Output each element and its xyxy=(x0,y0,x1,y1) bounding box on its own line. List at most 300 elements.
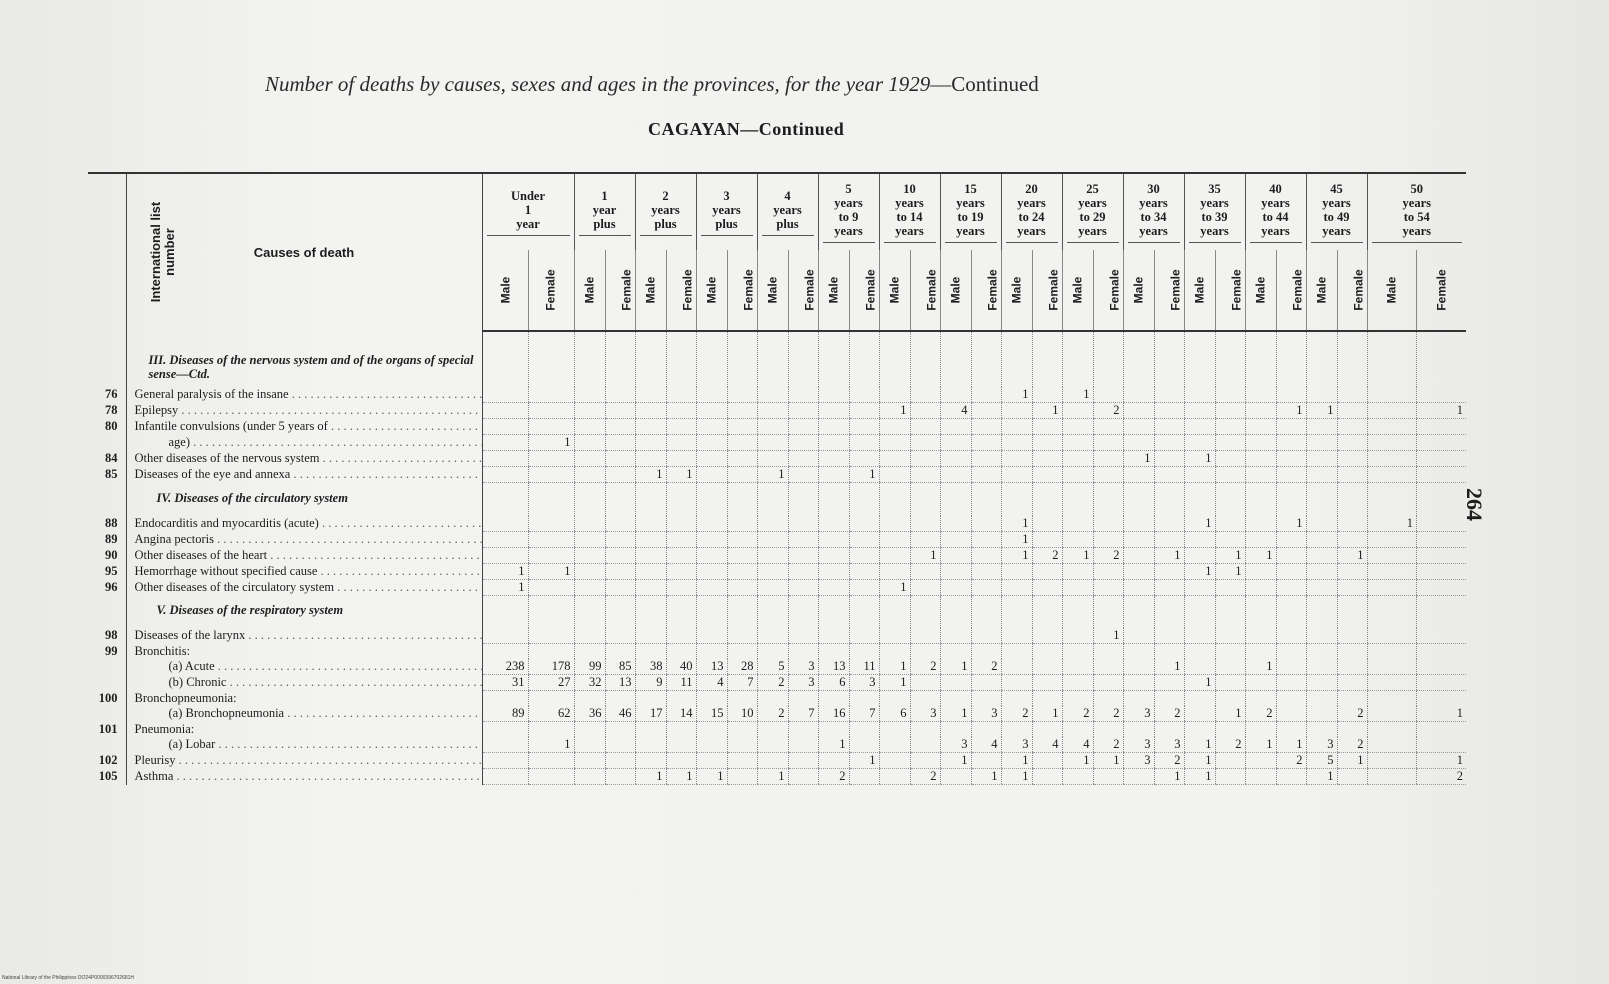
table-cell xyxy=(879,387,910,403)
table-cell xyxy=(1093,595,1123,628)
table-cell xyxy=(849,419,879,435)
table-cell xyxy=(1215,331,1245,387)
table-cell xyxy=(971,435,1001,451)
table-cell xyxy=(482,628,528,644)
header-age-line: plus xyxy=(776,216,799,231)
header-male xyxy=(635,250,666,331)
table-cell xyxy=(1337,419,1367,435)
table-cell: 2 xyxy=(1001,706,1032,722)
header-age-line: to 44 xyxy=(1262,209,1289,224)
table-cell xyxy=(1276,691,1306,707)
table-cell xyxy=(818,516,849,532)
table-cell xyxy=(1417,419,1467,435)
table-cell xyxy=(1062,435,1093,451)
table-cell xyxy=(879,753,910,769)
table-cell xyxy=(482,691,528,707)
table-cell xyxy=(757,722,788,738)
table-cell xyxy=(1184,547,1215,563)
table-cell xyxy=(1093,579,1123,595)
table-cell xyxy=(818,403,849,419)
table-cell xyxy=(1184,387,1215,403)
table-cell: 1 xyxy=(1184,516,1215,532)
table-cell: 4 xyxy=(696,675,727,691)
table-cell xyxy=(605,563,635,579)
table-cell xyxy=(1001,659,1032,675)
table-cell: 1 xyxy=(1184,769,1215,785)
header-male xyxy=(1306,250,1337,331)
header-female-label: Female xyxy=(1290,269,1305,311)
header-age-line: to 29 xyxy=(1079,209,1106,224)
table-cell xyxy=(1337,435,1367,451)
table-cell xyxy=(788,628,818,644)
table-cell xyxy=(1184,435,1215,451)
table-cell xyxy=(727,753,757,769)
table-cell xyxy=(1337,331,1367,387)
table-cell xyxy=(1184,644,1215,660)
table-cell: 1 xyxy=(1184,563,1215,579)
header-female xyxy=(1154,250,1184,331)
table-cell xyxy=(849,722,879,738)
table-cell xyxy=(818,563,849,579)
table-cell: 1 xyxy=(879,675,910,691)
table-cell: 1 xyxy=(1417,706,1467,722)
table-cell xyxy=(635,451,666,467)
table-cell xyxy=(879,722,910,738)
table-cell xyxy=(849,628,879,644)
table-cell xyxy=(971,403,1001,419)
table-cell: 40 xyxy=(666,659,696,675)
header-age-line: year xyxy=(592,202,617,217)
table-cell xyxy=(635,737,666,753)
table-cell xyxy=(818,644,849,660)
table-cell xyxy=(635,691,666,707)
table-cell xyxy=(849,737,879,753)
table-cell xyxy=(971,419,1001,435)
table-cell xyxy=(910,331,940,387)
table-cell xyxy=(1032,467,1062,483)
header-age-line: 15 xyxy=(964,181,977,196)
table-cell xyxy=(1417,331,1467,387)
table-cell xyxy=(1306,691,1337,707)
table-cell: 1 xyxy=(1367,516,1416,532)
table-cell xyxy=(879,691,910,707)
table-cell xyxy=(788,516,818,532)
table-cell xyxy=(1367,722,1416,738)
table-cell xyxy=(666,722,696,738)
table-cell xyxy=(1276,579,1306,595)
table-cell xyxy=(605,737,635,753)
table-cell xyxy=(940,531,971,547)
header-male-label: Male xyxy=(1253,276,1268,304)
table-cell: 1 xyxy=(1184,451,1215,467)
table-cell xyxy=(696,483,727,516)
table-cell xyxy=(574,531,605,547)
table-cell: 2 xyxy=(1417,769,1467,785)
table-cell: 3 xyxy=(788,675,818,691)
table-cell xyxy=(696,753,727,769)
table-cell xyxy=(1215,644,1245,660)
header-male xyxy=(574,250,605,331)
table-cell xyxy=(1245,516,1276,532)
table-cell xyxy=(1306,563,1337,579)
header-age-line: years xyxy=(956,223,985,238)
header-age-line: Under xyxy=(510,188,546,203)
header-male xyxy=(696,250,727,331)
table-cell xyxy=(940,579,971,595)
table-cell xyxy=(1417,387,1467,403)
header-age-line: years xyxy=(773,202,802,217)
cause-cell xyxy=(126,419,482,435)
table-cell: 2 xyxy=(971,659,1001,675)
table-cell xyxy=(849,579,879,595)
table-cell xyxy=(727,435,757,451)
table-cell xyxy=(879,451,910,467)
table-cell xyxy=(1062,644,1093,660)
intl-number-cell: 96 xyxy=(88,579,126,595)
table-cell xyxy=(1062,595,1093,628)
header-age-line: 25 xyxy=(1086,181,1099,196)
header-age-line: to 34 xyxy=(1140,209,1167,224)
table-cell: 1 xyxy=(849,467,879,483)
table-cell: 3 xyxy=(788,659,818,675)
table-cell xyxy=(910,403,940,419)
section-heading: V. Diseases of the respiratory system xyxy=(126,595,482,628)
table-cell xyxy=(605,722,635,738)
table-cell xyxy=(1245,753,1276,769)
table-cell xyxy=(1306,579,1337,595)
table-cell xyxy=(1337,659,1367,675)
table-cell xyxy=(528,595,574,628)
table-cell: 3 xyxy=(1123,706,1154,722)
table-cell xyxy=(1337,628,1367,644)
table-cell: 5 xyxy=(1306,753,1337,769)
table-cell xyxy=(1062,483,1093,516)
header-female xyxy=(910,250,940,331)
table-cell: 1 xyxy=(1001,531,1032,547)
table-cell xyxy=(879,769,910,785)
table-cell xyxy=(940,331,971,387)
table-cell xyxy=(1001,675,1032,691)
table-cell: 6 xyxy=(879,706,910,722)
table-cell xyxy=(482,419,528,435)
table-cell xyxy=(1367,753,1416,769)
cause-label: Asthma . . . xyxy=(135,769,483,783)
table-cell xyxy=(605,419,635,435)
table-cell: 1 xyxy=(1276,737,1306,753)
table-row xyxy=(88,691,1466,707)
intl-number-cell xyxy=(88,675,126,691)
table-cell xyxy=(696,722,727,738)
table-cell: 31 xyxy=(482,675,528,691)
table-cell xyxy=(940,722,971,738)
table-cell xyxy=(605,483,635,516)
table-cell xyxy=(696,547,727,563)
table-cell xyxy=(940,435,971,451)
table-cell xyxy=(1215,691,1245,707)
table-cell xyxy=(727,737,757,753)
table-cell xyxy=(940,691,971,707)
header-male-label: Male xyxy=(582,276,597,304)
table-cell xyxy=(971,547,1001,563)
table-cell xyxy=(1001,579,1032,595)
table-cell xyxy=(879,419,910,435)
table-cell xyxy=(1215,531,1245,547)
table-cell: 1 xyxy=(696,769,727,785)
table-cell xyxy=(1337,403,1367,419)
table-cell xyxy=(910,753,940,769)
table-cell: 1 xyxy=(1062,547,1093,563)
table-cell xyxy=(1093,483,1123,516)
header-age-line: 50 xyxy=(1410,181,1423,196)
header-age-line: plus xyxy=(654,216,677,231)
table-cell xyxy=(849,563,879,579)
cause-label: Endocarditis and myocarditis (acute) . . . xyxy=(135,516,483,530)
table-cell xyxy=(1184,331,1215,387)
table-cell xyxy=(1367,563,1416,579)
table-cell xyxy=(1367,595,1416,628)
table-cell xyxy=(727,769,757,785)
intl-number-cell xyxy=(88,483,126,516)
table-cell xyxy=(528,753,574,769)
intl-number-cell: 101 xyxy=(88,722,126,738)
table-cell xyxy=(910,644,940,660)
table-cell xyxy=(574,644,605,660)
table-cell xyxy=(1184,483,1215,516)
table-cell xyxy=(1306,722,1337,738)
table-cell: 1 xyxy=(1417,403,1467,419)
table-cell xyxy=(1093,419,1123,435)
table-cell xyxy=(1062,769,1093,785)
table-cell xyxy=(971,691,1001,707)
table-cell xyxy=(1123,531,1154,547)
table-cell: 2 xyxy=(910,659,940,675)
table-cell xyxy=(574,628,605,644)
header-male xyxy=(879,250,910,331)
table-cell xyxy=(1154,691,1184,707)
table-cell xyxy=(1276,451,1306,467)
table-cell xyxy=(879,331,910,387)
table-cell xyxy=(666,547,696,563)
table-cell: 10 xyxy=(727,706,757,722)
cause-cell xyxy=(126,467,482,483)
table-cell xyxy=(971,563,1001,579)
table-cell xyxy=(1154,675,1184,691)
header-age-line: years xyxy=(1078,195,1107,210)
table-cell xyxy=(1367,691,1416,707)
table-cell xyxy=(1123,483,1154,516)
header-female-label: Female xyxy=(619,269,634,311)
table-cell xyxy=(528,387,574,403)
table-cell xyxy=(1032,331,1062,387)
table-cell xyxy=(1001,595,1032,628)
table-cell xyxy=(1093,644,1123,660)
table-cell xyxy=(1215,387,1245,403)
table-cell xyxy=(528,547,574,563)
table-cell: 9 xyxy=(635,675,666,691)
table-cell xyxy=(788,722,818,738)
table-cell xyxy=(1032,691,1062,707)
table-cell xyxy=(971,516,1001,532)
table-cell: 178 xyxy=(528,659,574,675)
table-cell xyxy=(1417,595,1467,628)
table-cell: 89 xyxy=(482,706,528,722)
table-row xyxy=(88,722,1466,738)
table-cell: 11 xyxy=(849,659,879,675)
cause-cell xyxy=(126,737,482,753)
table-cell xyxy=(910,628,940,644)
table-cell xyxy=(818,387,849,403)
header-intl-list-number xyxy=(88,173,177,331)
header-female-label: Female xyxy=(680,269,695,311)
header-female xyxy=(1276,250,1306,331)
table-cell: 13 xyxy=(605,675,635,691)
table-cell: 3 xyxy=(1123,737,1154,753)
table-cell xyxy=(971,387,1001,403)
table-cell xyxy=(1276,659,1306,675)
table-cell xyxy=(757,547,788,563)
header-age-line: 4 xyxy=(784,188,791,203)
table-cell xyxy=(879,547,910,563)
cause-cell xyxy=(126,769,482,785)
table-cell xyxy=(1367,769,1416,785)
table-cell xyxy=(849,531,879,547)
table-cell xyxy=(635,516,666,532)
header-female-label: Female xyxy=(1046,269,1061,311)
table-cell xyxy=(696,419,727,435)
table-cell xyxy=(818,435,849,451)
header-female xyxy=(528,250,574,331)
table-cell xyxy=(1276,483,1306,516)
table-row xyxy=(88,451,1466,467)
table-cell: 1 xyxy=(1062,387,1093,403)
table-cell: 1 xyxy=(1306,403,1337,419)
header-male-label: Male xyxy=(1131,276,1146,304)
cause-cell xyxy=(126,531,482,547)
table-cell xyxy=(482,467,528,483)
table-cell: 2 xyxy=(818,769,849,785)
header-female xyxy=(727,250,757,331)
table-cell xyxy=(788,419,818,435)
table-cell xyxy=(1001,331,1032,387)
table-cell: 1 xyxy=(666,467,696,483)
table-cell: 7 xyxy=(788,706,818,722)
table-cell xyxy=(482,644,528,660)
table-cell xyxy=(1276,435,1306,451)
header-female-label: Female xyxy=(1168,269,1183,311)
header-causes-of-death: Causes of death xyxy=(126,173,482,331)
table-cell xyxy=(818,595,849,628)
table-cell xyxy=(1062,675,1093,691)
header-age-line: years xyxy=(1139,195,1168,210)
table-cell xyxy=(879,483,910,516)
table-cell xyxy=(1154,579,1184,595)
table-cell xyxy=(528,467,574,483)
table-cell xyxy=(696,451,727,467)
table-cell xyxy=(788,467,818,483)
table-cell xyxy=(574,579,605,595)
table-cell xyxy=(666,435,696,451)
table-cell xyxy=(1215,579,1245,595)
table-cell xyxy=(1062,331,1093,387)
table-cell xyxy=(879,737,910,753)
table-cell xyxy=(528,483,574,516)
section-heading: IV. Diseases of the circulatory system xyxy=(126,483,482,516)
intl-number-cell: 102 xyxy=(88,753,126,769)
table-cell xyxy=(971,531,1001,547)
table-cell xyxy=(1245,531,1276,547)
table-cell xyxy=(1123,579,1154,595)
table-cell xyxy=(879,628,910,644)
table-cell xyxy=(879,467,910,483)
cause-label: Pneumonia: xyxy=(134,721,195,736)
table-cell: 32 xyxy=(574,675,605,691)
table-cell xyxy=(1417,722,1467,738)
table-cell xyxy=(528,403,574,419)
table-cell xyxy=(1245,467,1276,483)
table-cell xyxy=(940,547,971,563)
table-cell xyxy=(727,691,757,707)
header-age-line: to 39 xyxy=(1201,209,1228,224)
table-cell: 1 xyxy=(1032,403,1062,419)
table-cell xyxy=(1245,419,1276,435)
table-cell xyxy=(635,644,666,660)
table-cell: 1 xyxy=(1184,753,1215,769)
table-cell xyxy=(528,628,574,644)
table-cell xyxy=(1215,595,1245,628)
table-cell xyxy=(635,547,666,563)
table-cell xyxy=(1032,516,1062,532)
table-cell: 85 xyxy=(605,659,635,675)
table-cell xyxy=(1062,722,1093,738)
table-cell xyxy=(1001,435,1032,451)
table-cell xyxy=(1001,722,1032,738)
table-cell xyxy=(818,531,849,547)
table-cell xyxy=(1001,451,1032,467)
table-cell xyxy=(940,595,971,628)
table-cell xyxy=(757,435,788,451)
table-cell xyxy=(1215,419,1245,435)
table-row xyxy=(88,387,1466,403)
header-female xyxy=(788,250,818,331)
table-cell: 1 xyxy=(482,563,528,579)
table-cell xyxy=(849,403,879,419)
table-cell xyxy=(971,451,1001,467)
table-cell xyxy=(1245,579,1276,595)
table-cell xyxy=(666,516,696,532)
table-cell xyxy=(1306,483,1337,516)
table-cell: 1 xyxy=(1062,753,1093,769)
table-cell xyxy=(1154,403,1184,419)
table-cell xyxy=(574,753,605,769)
table-cell xyxy=(666,451,696,467)
table-row xyxy=(88,516,1466,532)
table-cell: 2 xyxy=(1337,737,1367,753)
table-cell xyxy=(605,628,635,644)
cause-cell xyxy=(126,435,482,451)
table-cell xyxy=(1215,675,1245,691)
table-cell xyxy=(1123,691,1154,707)
table-cell xyxy=(1306,451,1337,467)
table-cell xyxy=(727,387,757,403)
table-cell xyxy=(788,691,818,707)
table-row xyxy=(88,467,1466,483)
table-cell xyxy=(1184,531,1215,547)
table-cell xyxy=(1245,691,1276,707)
table-cell: 1 xyxy=(1215,547,1245,563)
table-cell xyxy=(1093,769,1123,785)
header-age-line: to 24 xyxy=(1018,209,1045,224)
cause-cell xyxy=(126,516,482,532)
